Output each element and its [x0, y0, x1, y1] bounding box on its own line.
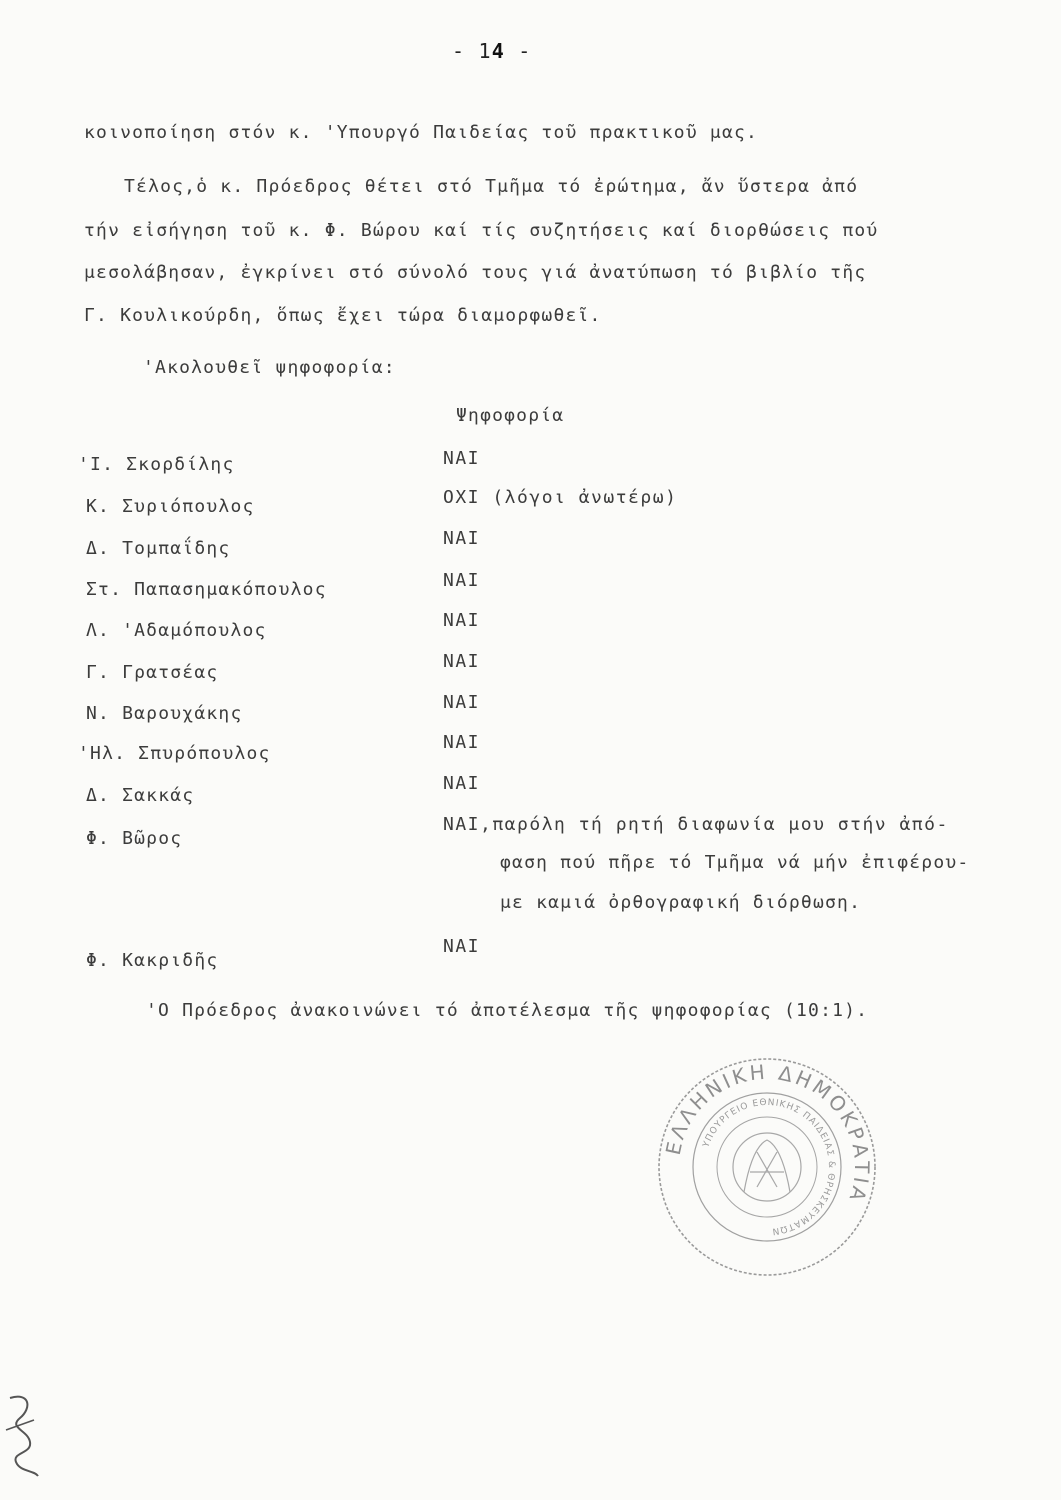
- vote-value: ΝΑΙ: [443, 570, 481, 591]
- vote-value: ΝΑΙ: [443, 610, 481, 631]
- vote-value: ΝΑΙ: [443, 732, 481, 753]
- vote-result: 'Ο Πρόεδρος ἀνακοινώνει τό ἀποτέλεσμα τῆς ψηφοφορίας (10:1).: [146, 1000, 869, 1021]
- voter-name: Δ. Σακκάς: [86, 785, 195, 806]
- vote-value: ΝΑΙ: [443, 773, 481, 794]
- voter-name: Φ. Κακριδῆς: [86, 950, 219, 971]
- svg-text:ΕΛΛΗΝΙΚΗ ΔΗΜΟΚΡΑΤΙΑ: ΕΛΛΗΝΙΚΗ ΔΗΜΟΚΡΑΤΙΑ: [660, 1059, 875, 1207]
- voter-name: 'Ι. Σκορδίλης: [78, 454, 235, 475]
- vote-value: ΝΑΙ: [443, 936, 481, 957]
- voter-name: Γ. Γρατσέας: [86, 662, 219, 683]
- page-number-handwritten-digit: 4: [491, 39, 505, 63]
- vote-value: ΝΑΙ: [443, 692, 481, 713]
- official-stamp-icon: [652, 1052, 882, 1282]
- voter-name: Φ. Βῶρος: [86, 828, 183, 849]
- voter-name: Στ. Παπασημακόπουλος: [86, 579, 327, 600]
- paragraph-line-3: μεσολάβησαν, ἐγκρίνει στό σύνολό τους γιά ἀνατύπωση τό βιβλίο τῆς: [84, 262, 867, 283]
- vote-column-header: Ψηφοφορία: [456, 405, 565, 426]
- voter-note-line: με καμιά ὀρθογραφική διόρθωση.: [500, 892, 862, 913]
- vote-intro: 'Ακολουθεῖ ψηφοφορία:: [143, 357, 396, 378]
- voter-name: Λ. 'Αδαμόπουλος: [86, 620, 267, 641]
- paragraph-line-4: Γ. Κουλικούρδη, ὅπως ἔχει τώρα διαμορφωθεῖ.: [84, 305, 602, 326]
- voter-name: Κ. Συριόπουλος: [86, 496, 255, 517]
- paragraph-line-2: τήν εἰσήγηση τοῦ κ. Φ. Βώρου καί τίς συζητήσεις καί διορθώσεις πού: [84, 220, 879, 241]
- page-number: - 14 -: [452, 39, 532, 63]
- voter-note-line: φαση πού πῆρε τό Τμῆμα νά μήν ἐπιφέρου-: [500, 852, 970, 873]
- vote-value: ΝΑΙ: [443, 448, 481, 469]
- vote-value: ΝΑΙ: [443, 651, 481, 672]
- voter-name: Δ. Τομπαΐδης: [86, 538, 231, 559]
- vote-value: ΝΑΙ,παρόλη τή ρητή διαφωνία μου στήν ἀπό-: [443, 814, 949, 835]
- voter-name: Ν. Βαρουχάκης: [86, 703, 243, 724]
- vote-value: ΟΧΙ (λόγοι ἀνωτέρω): [443, 487, 678, 508]
- paragraph-line-1: Τέλος,ὁ κ. Πρόεδρος θέτει στό Τμῆμα τό ἐρώτημα, ἄν ὕστερα ἀπό: [124, 176, 859, 197]
- svg-text:ΥΠΟΥΡΓΕΙΟ ΕΘΝΙΚΗΣ ΠΑΙΔΕΙΑΣ & Θ: ΥΠΟΥΡΓΕΙΟ ΕΘΝΙΚΗΣ ΠΑΙΔΕΙΑΣ & ΘΡΗΣΚΕΥΜΑΤΩΝ: [701, 1097, 837, 1236]
- voter-name: 'Ηλ. Σπυρόπουλος: [78, 743, 271, 764]
- vote-value: ΝΑΙ: [443, 528, 481, 549]
- intro-line: κοινοποίηση στόν κ. 'Υπουργό Παιδείας τοῦ πρακτικοῦ μας.: [84, 122, 759, 143]
- signature-icon: [0, 1390, 44, 1480]
